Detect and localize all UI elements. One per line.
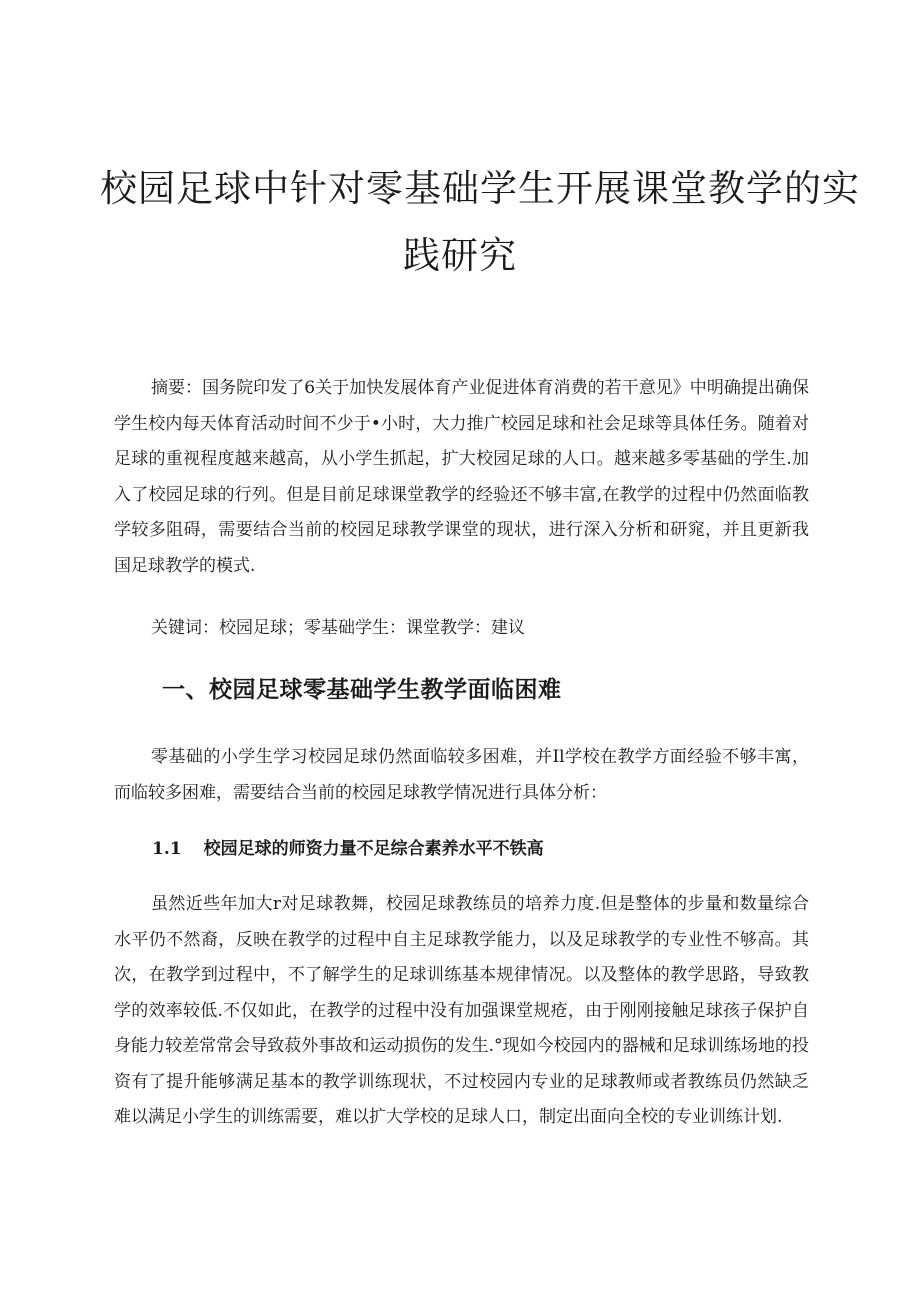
document-title-line-2: 践研究 xyxy=(403,234,517,277)
subsection-number: 1.1 xyxy=(152,839,182,859)
subsection-title: 校园足球的师资力量不足综合素养水平不铁高 xyxy=(203,839,544,859)
keywords-line: 关键词：校园足球；零基础学生：课堂教学：建议 xyxy=(151,618,525,638)
section-heading-1: 一、校园足球零基础学生教学面临困难 xyxy=(162,676,562,703)
abstract-paragraph: 摘要：国务院印发了6关于加快发展体育产业促进体育消费的若干意见》中明确提出确保学生校内每天体育活动时间不少于•小时，大力推广校园足球和社会足球等具体任务。随着对足球的重视程度越来越高，从小学生抓起，扩大校园足球的人口。越来越多零基础的学生.加入了校园足球的行列。但是目前足球课堂教学的经验还不够丰富,在教学的过程中仍然面临教学较多阻碍，需要结合当前的校园足球教学课堂的现状，进行深入分析和研窕，并且更新我国足球教学的模式. xyxy=(114,378,809,576)
subsection-1-1-paragraph: 虽然近些年加大r对足球教舞，校园足球教练员的培养力度.但是整体的步量和数量综合水平仍不然裔，反映在教学的过程中自主足球教学能力，以及足球教学的专业性不够高。其次，在教学到过程中，不了解学生的足球训练基本规律情况。以及整体的教学思路，导致教学的效率较低.不仅如此，在教学的过程中没有加强课堂规疮，由于刚刚接触足球孩子保护自身能力较差常常会导致菽外事故和运动损伤的发生.°现如今校园内的器械和足球训练场地的投资有了提升能够满足基本的教学训练现状，不过校园内专业的足球教师或者教练员仍然缺乏难以满足小学生的训练需要，难以扩大学校的足球人口，制定出面向全校的专业训练计划. xyxy=(114,894,809,1127)
subsection-heading-1-1 xyxy=(152,838,544,862)
section-1-paragraph: 零基础的小学生学习校园足球仍然面临较多困难，并Il学校在教学方面经验不够丰寓，而临较多困难，需要结合当前的校园足球教学情况进行具体分析： xyxy=(114,747,809,803)
document-title-line-1: 校园足球中针对零基础学生开展课堂教学的实 xyxy=(100,167,860,210)
